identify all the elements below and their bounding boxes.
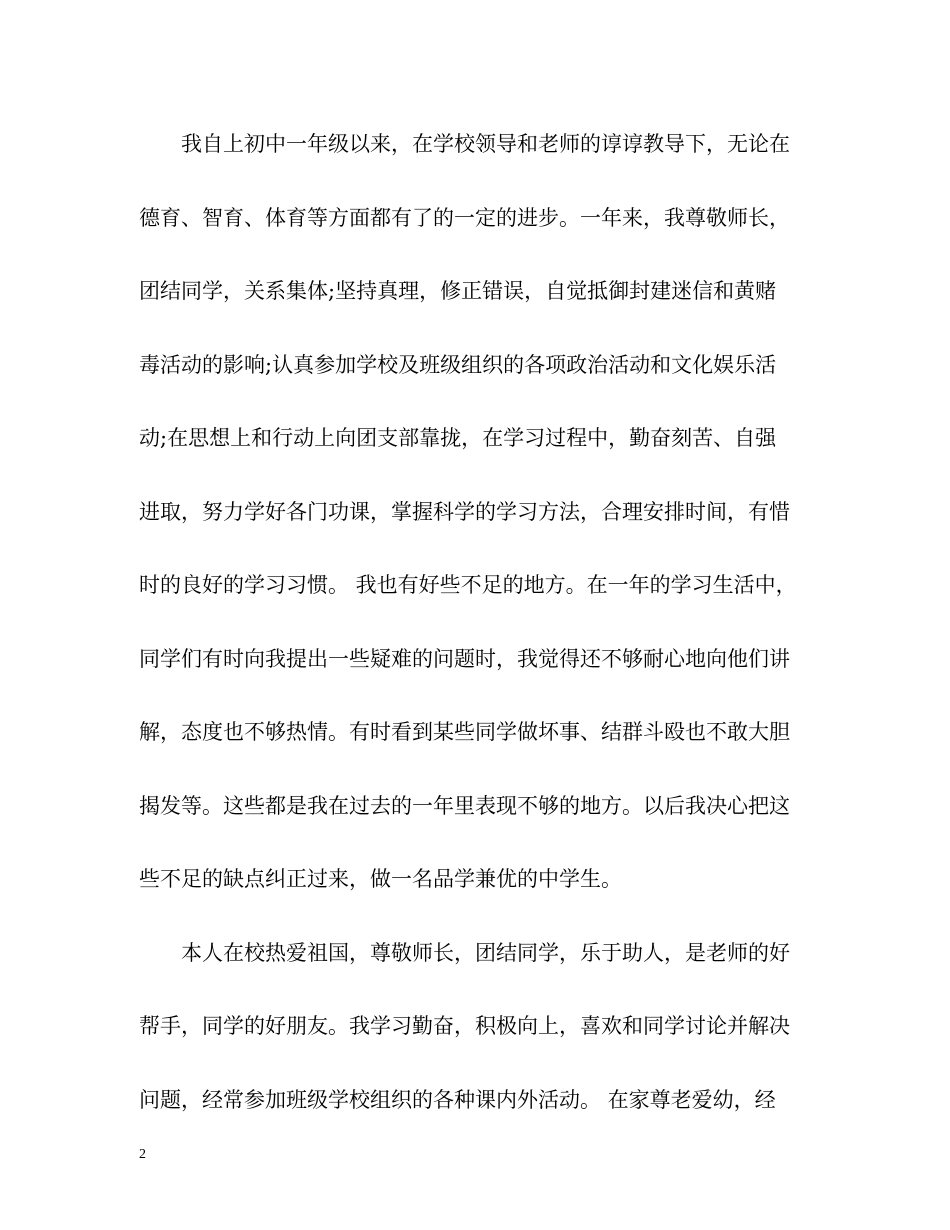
paragraph-1-line-9: 解，态度也不够热情。有时看到某些同学做坏事、结群斗殴也不敢大胆	[139, 720, 790, 744]
paragraph-2-line-1: 本人在校热爱祖国，尊敬师长，团结同学，乐于助人，是老师的好	[181, 941, 790, 965]
paragraph-1-line-2: 德育、智育、体育等方面都有了的一定的进步。一年来，我尊敬师长，	[139, 206, 790, 230]
paragraph-1-line-6: 进取，努力学好各门功课，掌握科学的学习方法，合理安排时间，有惜	[139, 500, 790, 524]
paragraph-2-line-2: 帮手，同学的好朋友。我学习勤奋，积极向上，喜欢和同学讨论并解决	[139, 1014, 790, 1038]
paragraph-1-line-3: 团结同学，关系集体;坚持真理，修正错误，自觉抵御封建迷信和黄赌	[139, 279, 777, 303]
paragraph-1-line-7: 时的良好的学习习惯。 我也有好些不足的地方。在一年的学习生活中，	[139, 573, 797, 597]
paragraph-1-line-8: 同学们有时向我提出一些疑难的问题时，我觉得还不够耐心地向他们讲	[139, 647, 790, 671]
page-number: 2	[139, 1147, 146, 1162]
paragraph-1-line-5: 动;在思想上和行动上向团支部靠拢，在学习过程中，勤奋刻苦、自强	[139, 426, 777, 450]
paragraph-1-line-11: 些不足的缺点纠正过来，做一名品学兼优的中学生。	[139, 867, 622, 891]
paragraph-1-line-1: 我自上初中一年级以来，在学校领导和老师的谆谆教导下，无论在	[181, 132, 790, 156]
paragraph-2-line-3: 问题，经常参加班级学校组织的各种课内外活动。 在家尊老爱幼，经	[139, 1088, 776, 1112]
paragraph-1-line-10: 揭发等。这些都是我在过去的一年里表现不够的地方。以后我决心把这	[139, 794, 790, 818]
paragraph-1-line-4: 毒活动的影响;认真参加学校及班级组织的各项政治活动和文化娱乐活	[139, 353, 777, 377]
